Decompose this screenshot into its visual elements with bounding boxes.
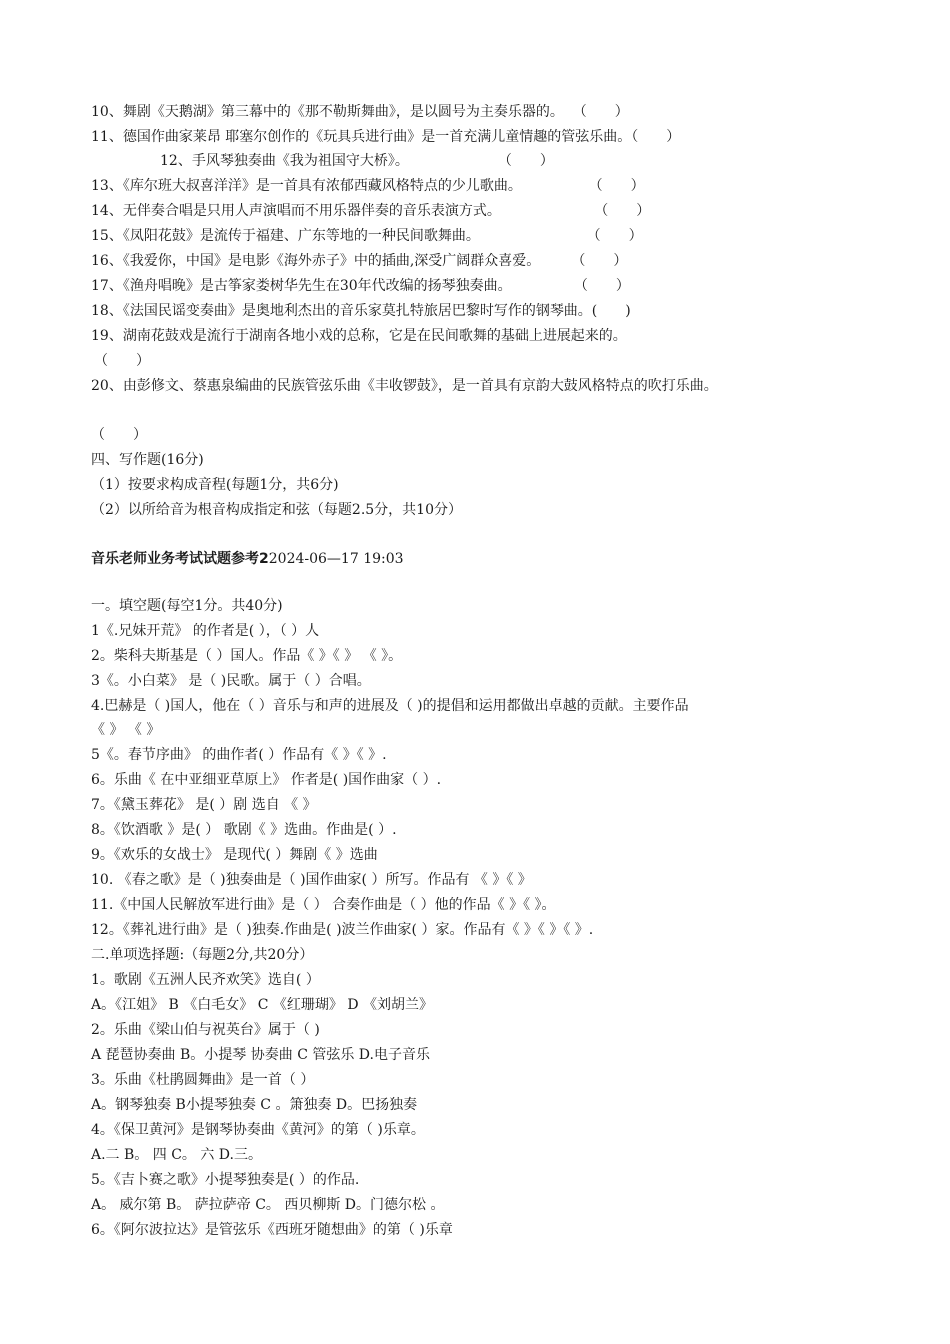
fill-question-6: 6。乐曲《 在中亚细亚草原上》 作者是( )国作曲家（ ）. [91,772,442,788]
judgement-answer-19: （ ） [94,353,150,369]
writing-task-2: （2）以所给音为根音构成指定和弦（每题2.5分，共10分） [91,502,462,518]
fill-question-5: 5《。春节序曲》 的曲作者( ）作品有《 》《 》. [91,747,387,763]
choice-question-2: 2。乐曲《梁山伯与祝英台》属于（ ) [91,1022,320,1038]
title-date: 2024-06—17 19:03 [268,551,404,567]
judgement-question-14: 14、无伴奏合唱是只用人声演唱而不用乐器伴奏的音乐表演方式。 （ ） [91,203,651,219]
fill-question-9: 9。《欢乐的女战士》 是现代( ）舞剧《 》选曲 [91,847,378,863]
choice-options-2: A 琵琶协奏曲 B。小提琴 协奏曲 C 管弦乐 D.电子音乐 [91,1047,430,1063]
judgement-question-15: 15、《凤阳花鼓》是流传于福建、广东等地的一种民间歌舞曲。 （ ） [91,228,643,244]
choice-question-6: 6。《阿尔波拉达》是管弦乐《西班牙随想曲》的第（ )乐章 [91,1222,453,1238]
choice-question-1: 1。歌剧《五洲人民齐欢笑》选自( ） [91,972,320,988]
judgement-question-20: 20、由彭修文、蔡惠泉编曲的民族管弦乐曲《丰收锣鼓》，是一首具有京韵大鼓风格特点的吹打乐曲。 [91,378,718,394]
fill-question-4-continued: 《 》 《 》 [91,722,161,738]
judgement-question-17: 17、《渔舟唱晚》是古筝家娄树华先生在30年代改编的扬琴独奏曲。 （ ） [91,278,630,294]
fill-question-8: 8。《饮酒歌 》是( ） 歌剧《 》选曲。作曲是( ）. [91,822,397,838]
judgement-question-12: 12、手风琴独奏曲《我为祖国守大桥》。 （ ） [160,153,554,169]
choice-question-4: 4。《保卫黄河》是钢琴协奏曲《黄河》的第（ )乐章。 [91,1122,425,1138]
section-heading-writing: 四、写作题(16分) [91,452,204,468]
section-heading-fill: 一。填空题(每空1分。共40分) [91,598,283,614]
judgement-answer-20: （ ） [91,427,147,443]
title-text: 音乐老师业务考试试题参考2 [91,551,269,567]
fill-question-7: 7。《黛玉葬花》 是( ）剧 选自 《 》 [91,797,317,813]
fill-question-2: 2。柴科夫斯基是（ ）国人。作品《 》《 》 《 》。 [91,648,403,664]
document-title [91,550,404,568]
fill-question-4: 4.巴赫是（ )国人，他在（ ）音乐与和声的进展及（ )的提倡和运用都做出卓越的贡献。主要作品 [91,698,689,714]
judgement-question-19: 19、湖南花鼓戏是流行于湖南各地小戏的总称，它是在民间歌舞的基础上进展起来的。 [91,328,627,344]
fill-question-12: 12。《葬礼进行曲》是（ )独奏.作曲是( )波兰作曲家( ）家。作品有《 》《 》《 》. [91,922,594,938]
choice-options-1: A。《江姐》 B 《白毛女》 C 《红珊瑚》 D 《刘胡兰》 [91,997,434,1013]
fill-question-11: 11.《中国人民解放军进行曲》是（ ） 合奏作曲是（ ）他的作品《 》《 》。 [91,897,556,913]
choice-options-5: A。 威尔第 B。 萨拉萨帝 C。 西贝柳斯 D。门德尔松 。 [91,1197,445,1213]
choice-question-5: 5。《吉卜赛之歌》小提琴独奏是( ）的作品. [91,1172,360,1188]
choice-options-3: A。钢琴独奏 B小提琴独奏 C 。箫独奏 D。巴扬独奏 [91,1097,418,1113]
choice-question-3: 3。乐曲《杜鹃圆舞曲》是一首（ ） [91,1072,315,1088]
writing-task-1: （1）按要求构成音程(每题1分，共6分) [91,477,339,493]
judgement-question-11: 11、德国作曲家莱昂 耶塞尔创作的《玩具兵进行曲》是一首充满儿童情趣的管弦乐曲。（ ） [91,129,681,145]
judgement-question-10: 10、舞剧《天鹅湖》第三幕中的《那不勒斯舞曲》，是以圆号为主奏乐器的。 （ ） [91,104,629,120]
fill-question-10: 10. 《春之歌》是（ )独奏曲是（ )国作曲家( ）所写。作品有 《 》《 》 [91,872,532,888]
choice-options-4: A.二 B。 四 C。 六 D.三。 [91,1147,262,1163]
judgement-question-18: 18、《法国民谣变奏曲》是奥地利杰出的音乐家莫扎特旅居巴黎时写作的钢琴曲。( ) [91,303,631,319]
fill-question-3: 3《。小白菜》 是（ )民歌。属于（ ）合唱。 [91,673,371,689]
fill-question-1: 1《.兄妹开荒》 的作者是( ），（ ）人 [91,623,320,639]
judgement-question-13: 13、《库尔班大叔喜洋洋》是一首具有浓郁西藏风格特点的少儿歌曲。 （ ） [91,178,645,194]
section-heading-choice: 二.单项选择题:（每题2分,共20分） [91,947,314,963]
judgement-question-16: 16、《我爱你，中国》是电影《海外赤子》中的插曲,深受广阔群众喜爱。 （ ） [91,253,628,269]
